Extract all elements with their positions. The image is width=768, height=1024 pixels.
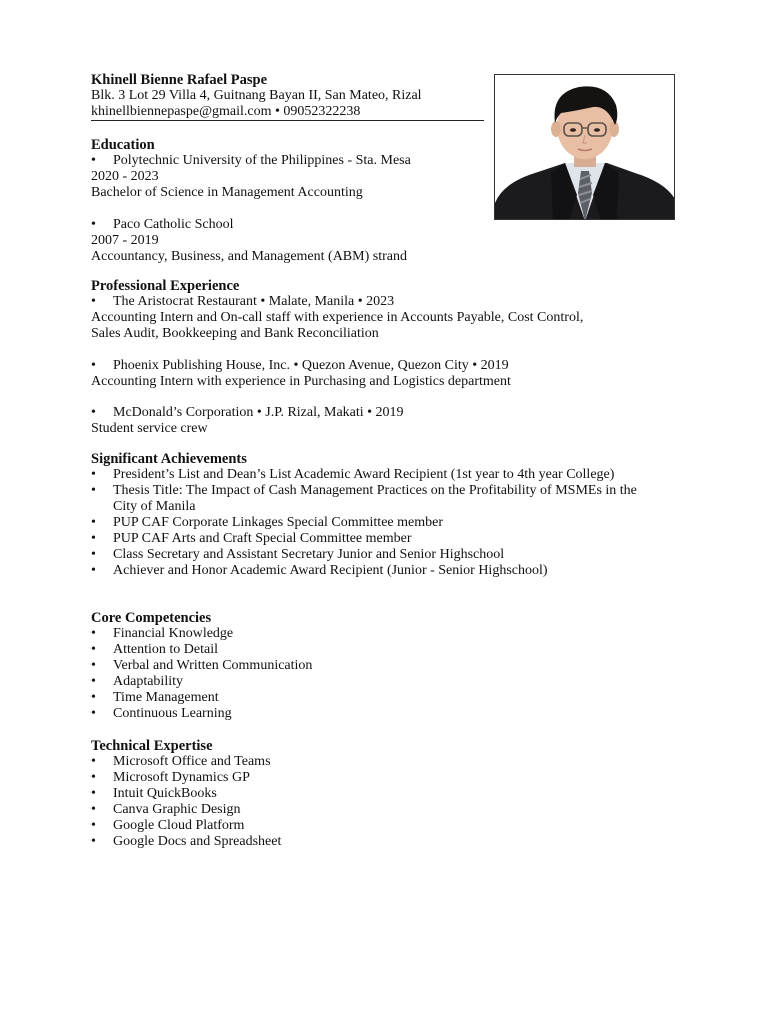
bullet: • — [91, 547, 96, 562]
achievement-text: PUP CAF Corporate Linkages Special Committee member — [113, 515, 443, 530]
achievement-text: President’s List and Dean’s List Academic Award Recipient (1st year to 4th year College) — [113, 467, 615, 482]
competency-text: Continuous Learning — [113, 706, 232, 721]
list-item — [91, 834, 691, 850]
bullet: • — [91, 467, 96, 482]
list-item — [91, 786, 691, 802]
competency-text: Attention to Detail — [113, 642, 218, 657]
applicant-address: Blk. 3 Lot 29 Villa 4, Guitnang Bayan II, San Mateo, Rizal — [91, 88, 422, 103]
bullet: • — [91, 563, 96, 578]
list-item — [91, 563, 651, 579]
experience-title: Professional Experience — [91, 278, 240, 294]
school-years: 2007 - 2019 — [91, 232, 159, 248]
header-divider — [91, 120, 484, 121]
school-detail: Accountancy, Business, and Management (ABM) strand — [91, 248, 407, 264]
experience-detail: Accounting Intern and On-call staff with experience in Accounts Payable, Cost Control, — [91, 310, 584, 325]
technical-text: Google Cloud Platform — [113, 818, 245, 833]
experience-detail: Sales Audit, Bookkeeping and Bank Reconciliation — [91, 326, 379, 341]
achievement-text: Class Secretary and Assistant Secretary Junior and Senior Highschool — [113, 547, 505, 562]
experience-entry — [91, 358, 691, 390]
list-item — [91, 658, 691, 674]
school-years: 2020 - 2023 — [91, 169, 159, 184]
bullet: • — [91, 357, 96, 373]
technical-text: Canva Graphic Design — [113, 802, 241, 817]
competency-text: Time Management — [113, 690, 219, 705]
list-item — [91, 547, 651, 563]
list-item — [91, 626, 691, 642]
list-item — [91, 770, 691, 786]
school-detail: Bachelor of Science in Management Accounting — [91, 185, 363, 200]
employer-heading: McDonald’s Corporation • J.P. Rizal, Makati • 2019 — [113, 405, 404, 420]
achievements-section — [91, 451, 651, 579]
bullet: • — [91, 754, 96, 769]
list-item — [91, 642, 691, 658]
bullet: • — [91, 786, 96, 801]
achievement-text: PUP CAF Arts and Craft Special Committee member — [113, 531, 412, 546]
applicant-name: Khinell Bienne Rafael Paspe — [91, 72, 268, 88]
bullet: • — [91, 483, 96, 498]
competencies-list — [91, 626, 691, 722]
list-item — [91, 467, 651, 483]
technical-section — [91, 738, 691, 850]
list-item — [91, 754, 691, 770]
bullet: • — [91, 690, 96, 705]
employer-heading: The Aristocrat Restaurant • Malate, Manila • 2023 — [113, 294, 395, 309]
list-item — [91, 818, 691, 834]
bullet: • — [91, 515, 96, 530]
bullet: • — [91, 531, 96, 546]
list-item — [91, 515, 651, 531]
achievement-text: Achiever and Honor Academic Award Recipient (Junior - Senior Highschool) — [113, 563, 548, 578]
competencies-section — [91, 610, 691, 722]
school-name: Polytechnic University of the Philippines - Sta. Mesa — [113, 153, 411, 168]
technical-text: Microsoft Office and Teams — [113, 754, 271, 769]
technical-text: Intuit QuickBooks — [113, 786, 217, 801]
bullet: • — [91, 405, 96, 420]
bullet: • — [91, 658, 96, 673]
list-item — [91, 531, 651, 547]
list-item — [91, 674, 691, 690]
competency-text: Verbal and Written Communication — [113, 658, 313, 673]
experience-detail: Student service crew — [91, 421, 208, 436]
employer-heading: Phoenix Publishing House, Inc. • Quezon Avenue, Quezon City • 2019 — [113, 357, 509, 373]
bullet: • — [91, 834, 96, 849]
education-entry — [91, 217, 691, 265]
list-item — [91, 690, 691, 706]
experience-entry — [91, 294, 691, 342]
bullet: • — [91, 294, 96, 309]
applicant-contact: khinellbiennepaspe@gmail.com • 09052322238 — [91, 104, 361, 119]
bullet: • — [91, 706, 96, 721]
education-title: Education — [91, 137, 155, 153]
bullet: • — [91, 818, 96, 833]
bullet: • — [91, 216, 96, 232]
school-name: Paco Catholic School — [113, 216, 234, 232]
experience-entry — [91, 405, 691, 437]
list-item — [91, 706, 691, 722]
technical-title: Technical Expertise — [91, 738, 213, 754]
bullet: • — [91, 626, 96, 641]
bullet: • — [91, 770, 96, 785]
technical-text: Microsoft Dynamics GP — [113, 770, 250, 785]
education-entry — [91, 153, 691, 201]
experience-section — [91, 278, 691, 437]
competencies-title: Core Competencies — [91, 610, 212, 626]
education-section — [91, 137, 691, 265]
bullet: • — [91, 674, 96, 689]
competency-text: Adaptability — [113, 674, 183, 689]
bullet: • — [91, 802, 96, 817]
bullet: • — [91, 642, 96, 657]
list-item — [91, 802, 691, 818]
achievement-text: Thesis Title: The Impact of Cash Management Practices on the Profitability of MSMEs in the City of Manila — [113, 483, 637, 514]
achievements-title: Significant Achievements — [91, 451, 247, 467]
achievements-list — [91, 467, 651, 579]
experience-detail: Accounting Intern with experience in Purchasing and Logistics department — [91, 373, 511, 389]
technical-list — [91, 754, 691, 850]
list-item — [91, 483, 651, 515]
competency-text: Financial Knowledge — [113, 626, 234, 641]
technical-text: Google Docs and Spreadsheet — [113, 834, 282, 849]
bullet: • — [91, 153, 96, 168]
